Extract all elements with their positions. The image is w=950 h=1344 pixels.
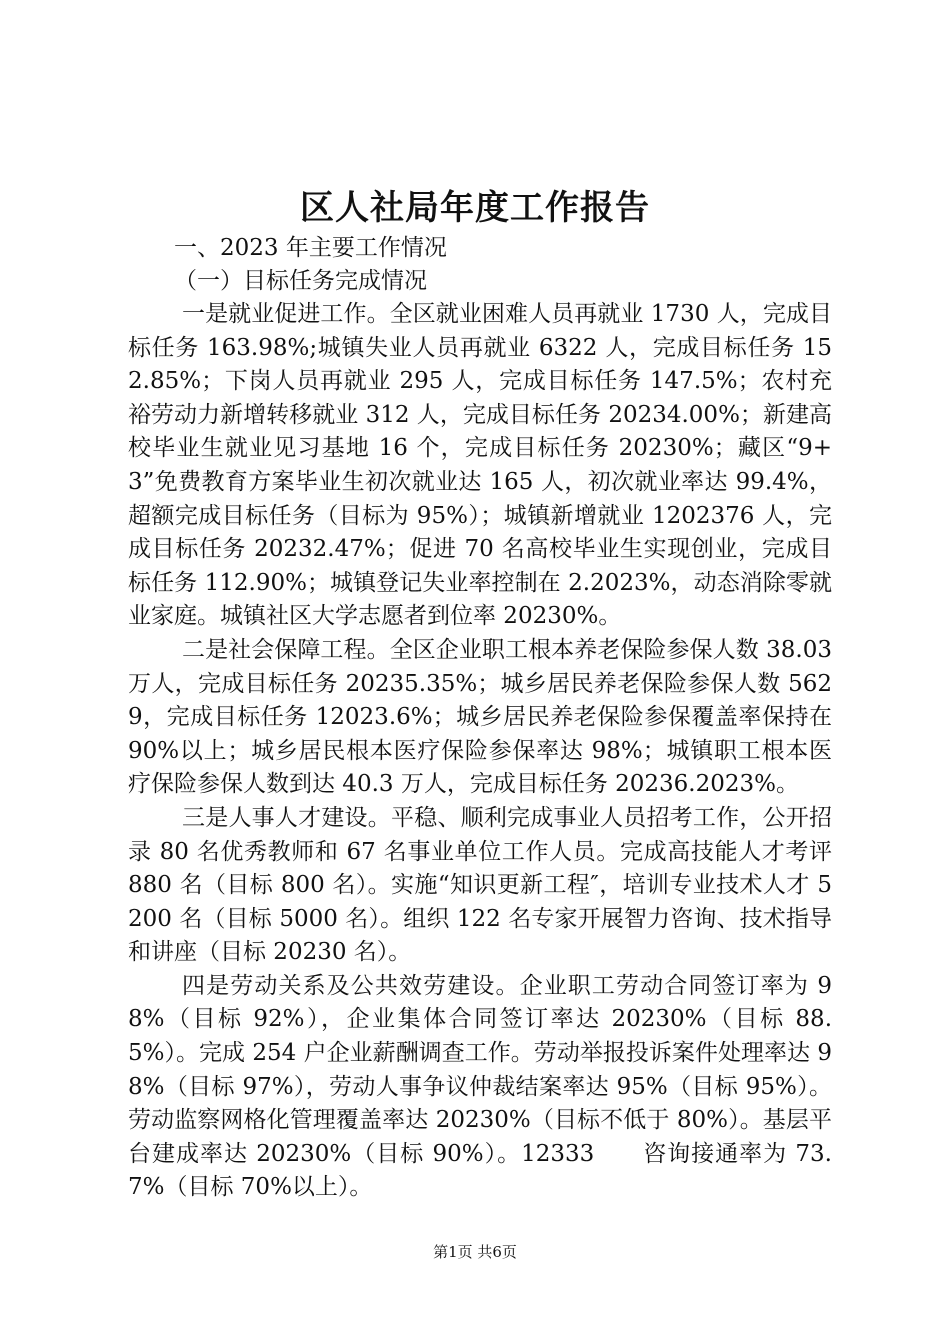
document-title: 区人社局年度工作报告	[300, 188, 650, 228]
subsection-heading: （一）目标任务完成情况	[174, 268, 427, 294]
section-heading: 一、2023 年主要工作情况	[174, 235, 447, 261]
paragraph-labor-relations: 四是劳动关系及公共效劳建设。企业职工劳动合同签订率为 98%（目标 92%），企业集体合同签订率达 20230%（目标 88.5%）。完成 254 户企业薪酬调查工作。劳动举报投诉案件处理率达 98%（目标 97%），劳动人事争议仲裁结案率达 95%（目标 95%）。劳动监察网格化管理覆盖率达 20230%（目标不低于 80%）。基层平台建成率达 20230%（目标 90%）。12333 咨询接通率为 73.7%（目标 70%以上）。	[128, 972, 832, 1201]
paragraph-employment: 一是就业促进工作。全区就业困难人员再就业 1730 人，完成目标任务 163.98%;城镇失业人员再就业 6322 人，完成目标任务 152.85%；下岗人员再就业 295 人，完成目标任务 147.5%；农村充裕劳动力新增转移就业 312 人，完成目标任务 20234.00%；新建高校毕业生就业见习基地 16 个，完成目标任务 20230%；藏区“9+3”免费教育方案毕业生初次就业达 165 人，初次就业率达 99.4%，超额完成目标任务（目标为 95%）；城镇新增就业 1202376 人，完成目标任务 20232.47%；促进 70 名高校毕业生实现创业，完成目标任务 112.90%；城镇登记失业率控制在 2.2023%，动态消除零就业家庭。城镇社区大学志愿者到位率 20230%。	[128, 301, 832, 630]
paragraph-social-security: 二是社会保障工程。全区企业职工根本养老保险参保人数 38.03 万人，完成目标任务 20235.35%；城乡居民养老保险参保人数 5629，完成目标任务 12023.6%；城乡居民养老保险参保覆盖率保持在 90%以上；城乡居民根本医疗保险参保率达 98%；城镇职工根本医疗保险参保人数到达 40.3 万人，完成目标任务 20236.2023%。	[128, 636, 832, 798]
document-body	[128, 232, 832, 1205]
page-footer: 第1页 共6页	[433, 1243, 517, 1261]
paragraph-personnel: 三是人事人才建设。平稳、顺利完成事业人员招考工作，公开招录 80 名优秀教师和 67 名事业单位工作人员。完成高技能人才考评 880 名（目标 800 名）。实施“知识更新工程″，培训专业技术人才 5200 名（目标 5000 名）。组织 122 名专家开展智力咨询、技术指导和讲座（目标 20230 名）。	[128, 804, 832, 966]
